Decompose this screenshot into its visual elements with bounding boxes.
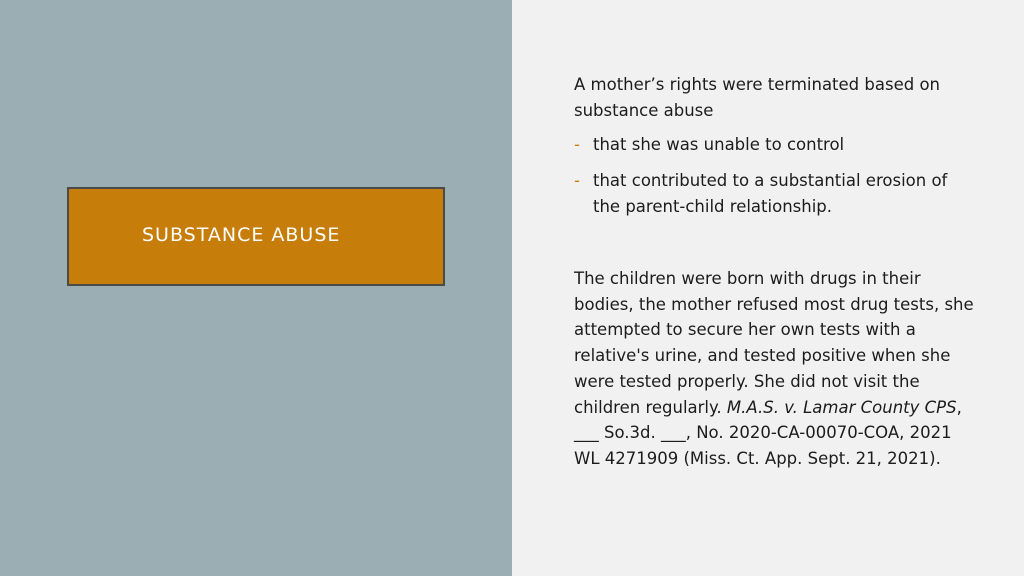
bullet-text: that contributed to a substantial erosion of the parent-child relationship.: [593, 171, 948, 216]
title-box: [67, 187, 445, 286]
case-citation: , ___ So.3d. ___, No. 2020-CA-00070-COA, 2021 WL 4271909 (Miss. Ct. App. Sept. 21, 2021).: [574, 397, 962, 468]
bullet-text: that she was unable to control: [593, 135, 845, 154]
case-name: M.A.S. v. Lamar County CPS: [726, 397, 957, 417]
paragraph-text: The children were born with drugs in their bodies, the mother refused most drug tests, she attempted to secure her own tests with a relative's urine, and tested positive when she were tested properly. She did not visit the children regularly.: [574, 269, 974, 417]
dash-marker: -: [574, 171, 580, 190]
slide-title: SUBSTANCE ABUSE: [142, 224, 341, 246]
lead-text: A mother’s rights were terminated based on substance abuse: [574, 75, 941, 120]
slide-content: [574, 72, 974, 472]
bullet-list: [574, 132, 974, 220]
case-paragraph: [574, 266, 974, 472]
dash-marker: -: [574, 135, 580, 154]
bullet-item: [574, 168, 974, 220]
bullet-item: [574, 132, 974, 158]
